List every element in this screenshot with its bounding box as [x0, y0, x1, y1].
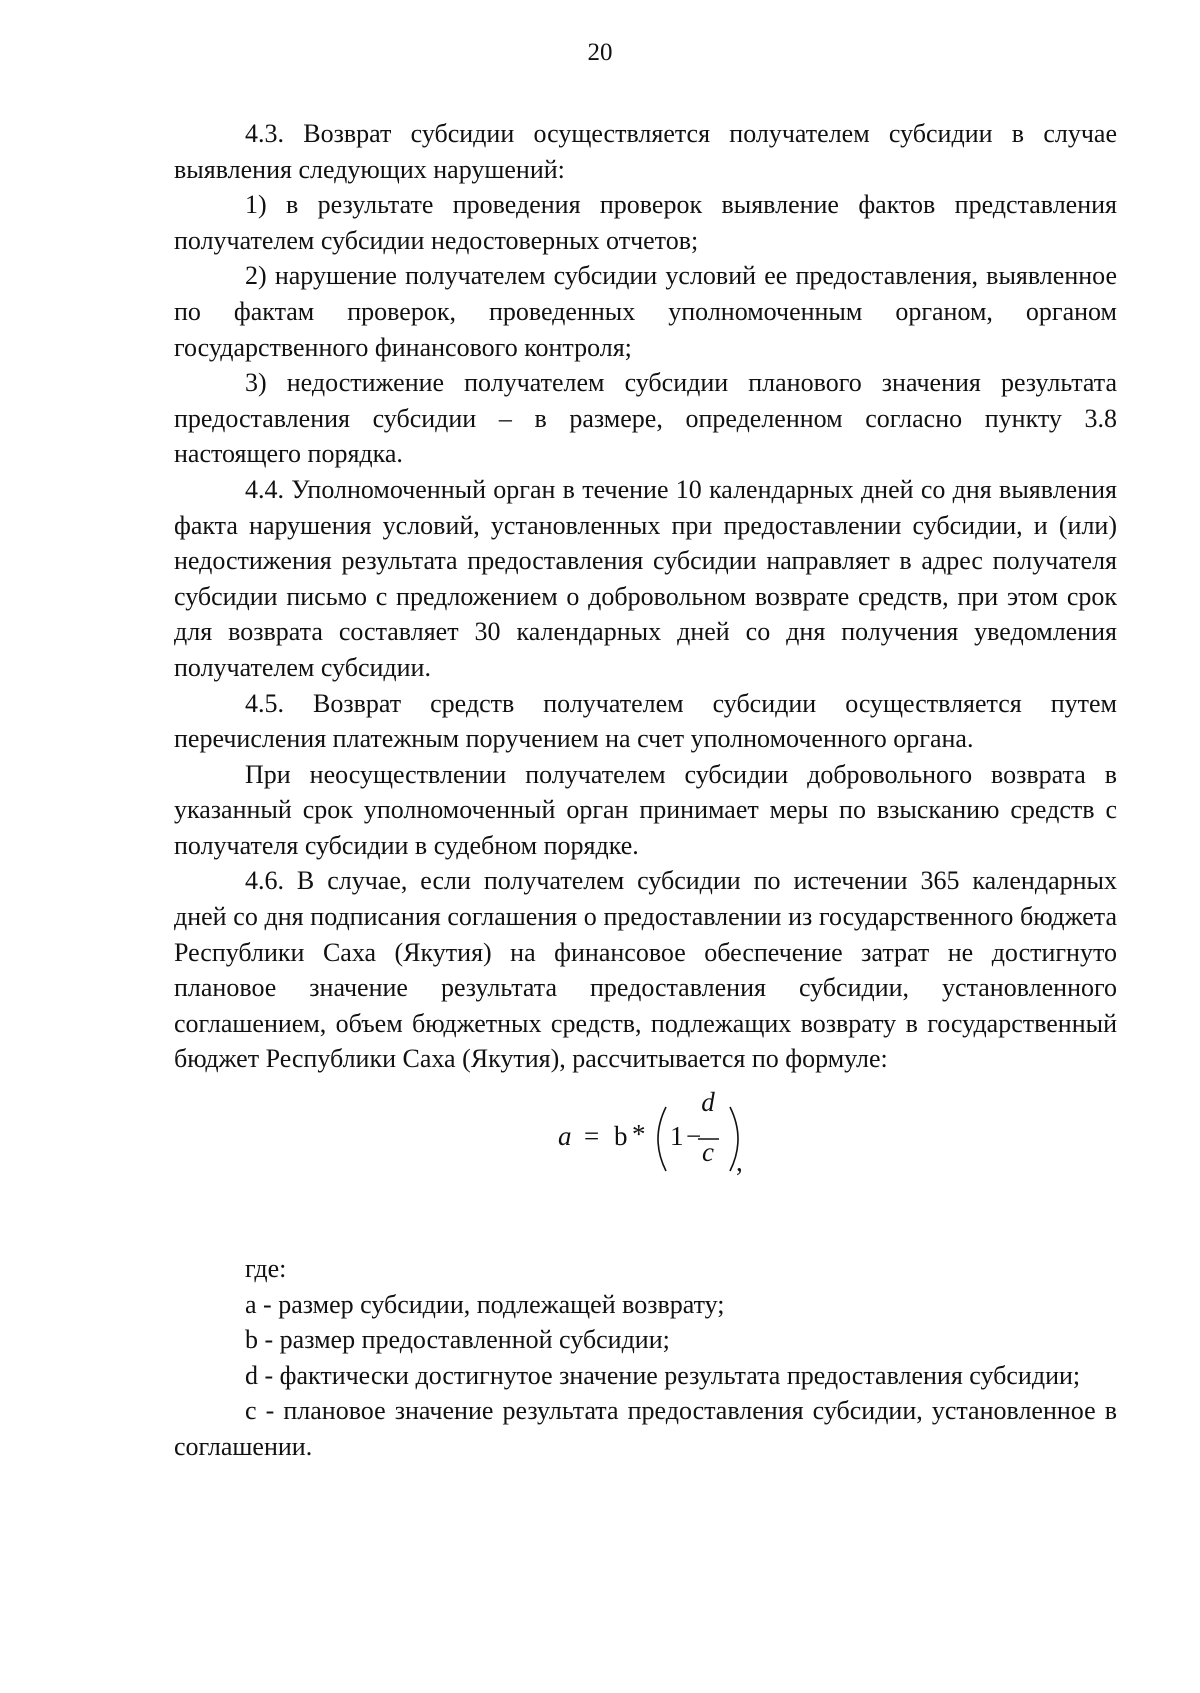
formula-variable-b: b: [614, 1121, 628, 1152]
return-formula: [174, 1087, 1117, 1233]
paragraph-4-3: 4.3. Возврат субсидии осуществляется получателем субсидии в случае выявления следующих нарушений:: [174, 119, 1117, 184]
paragraph-4-6: 4.6. В случае, если получателем субсидии по истечении 365 календарных дней со дня подписания соглашения о предоставлении из государственного бюджета Республики Саха (Якутия) на финансовое обеспечение затрат не достигнуто плановое значение результата предоставления субсидии, установленного соглашением, объем бюджетных средств, подлежащих возврату в государственный бюджет Республики Саха (Якутия), рассчитывается по формуле:: [174, 866, 1117, 1074]
document-body: [174, 116, 1117, 1465]
paragraph-4-3-item-3: 3) недостижение получателем субсидии планового значения результата предоставления субсидии – в размере, определенном согласно пункту 3.8 настоящего порядка.: [174, 368, 1117, 469]
definition-c: c - плановое значение результата предоставления субсидии, установленное в соглашении.: [174, 1396, 1117, 1461]
paragraph-4-5-continued: При неосуществлении получателем субсидии добровольного возврата в указанный срок уполномоченный орган принимает меры по взысканию средств с получателя субсидии в судебном порядке.: [174, 759, 1117, 860]
definition-d: d - фактически достигнутое значение результата предоставления субсидии;: [245, 1360, 1081, 1390]
where-label: где:: [245, 1254, 287, 1284]
definition-b: b - размер предоставленной субсидии;: [245, 1325, 670, 1355]
formula-equals-sign: =: [584, 1121, 600, 1152]
formula-denominator-c: c: [702, 1137, 714, 1168]
formula-one: 1: [670, 1121, 684, 1152]
formula-minus-sign: −: [686, 1121, 702, 1152]
paragraph-4-3-item-2: 2) нарушение получателем субсидии условий ее предоставления, выявленное по фактам проверок, проведенных уполномоченным органом, органом государственного финансового контроля;: [174, 261, 1117, 362]
definition-a: a - размер субсидии, подлежащей возврату;: [245, 1289, 725, 1319]
formula-numerator-d: d: [701, 1087, 715, 1118]
page-number: 20: [587, 39, 613, 66]
paragraph-4-4: 4.4. Уполномоченный орган в течение 10 календарных дней со дня выявления факта нарушения условий, установленных при предоставлении субсидии, и (или) недостижения результата предоставления субсидии направляет в адрес получателя субсидии письмо с предложением о добровольном возврате средств, при этом срок для возврата составляет 30 календарных дней со дня получения уведомления получателем субсидии.: [174, 474, 1117, 682]
formula-parentheses: [174, 1101, 774, 1233]
formula-variable-a: a: [558, 1121, 572, 1152]
paragraph-4-5: 4.5. Возврат средств получателем субсидии осуществляется путем перечисления платежным поручением на счет уполномоченного органа.: [174, 688, 1117, 754]
formula-multiply-sign: *: [632, 1119, 646, 1150]
paragraph-4-3-item-1: 1) в результате проведения проверок выявление фактов представления получателем субсидии недостоверных отчетов;: [174, 190, 1117, 255]
formula-comma: ,: [736, 1147, 743, 1178]
formula-left-parenthesis: [658, 1107, 666, 1171]
